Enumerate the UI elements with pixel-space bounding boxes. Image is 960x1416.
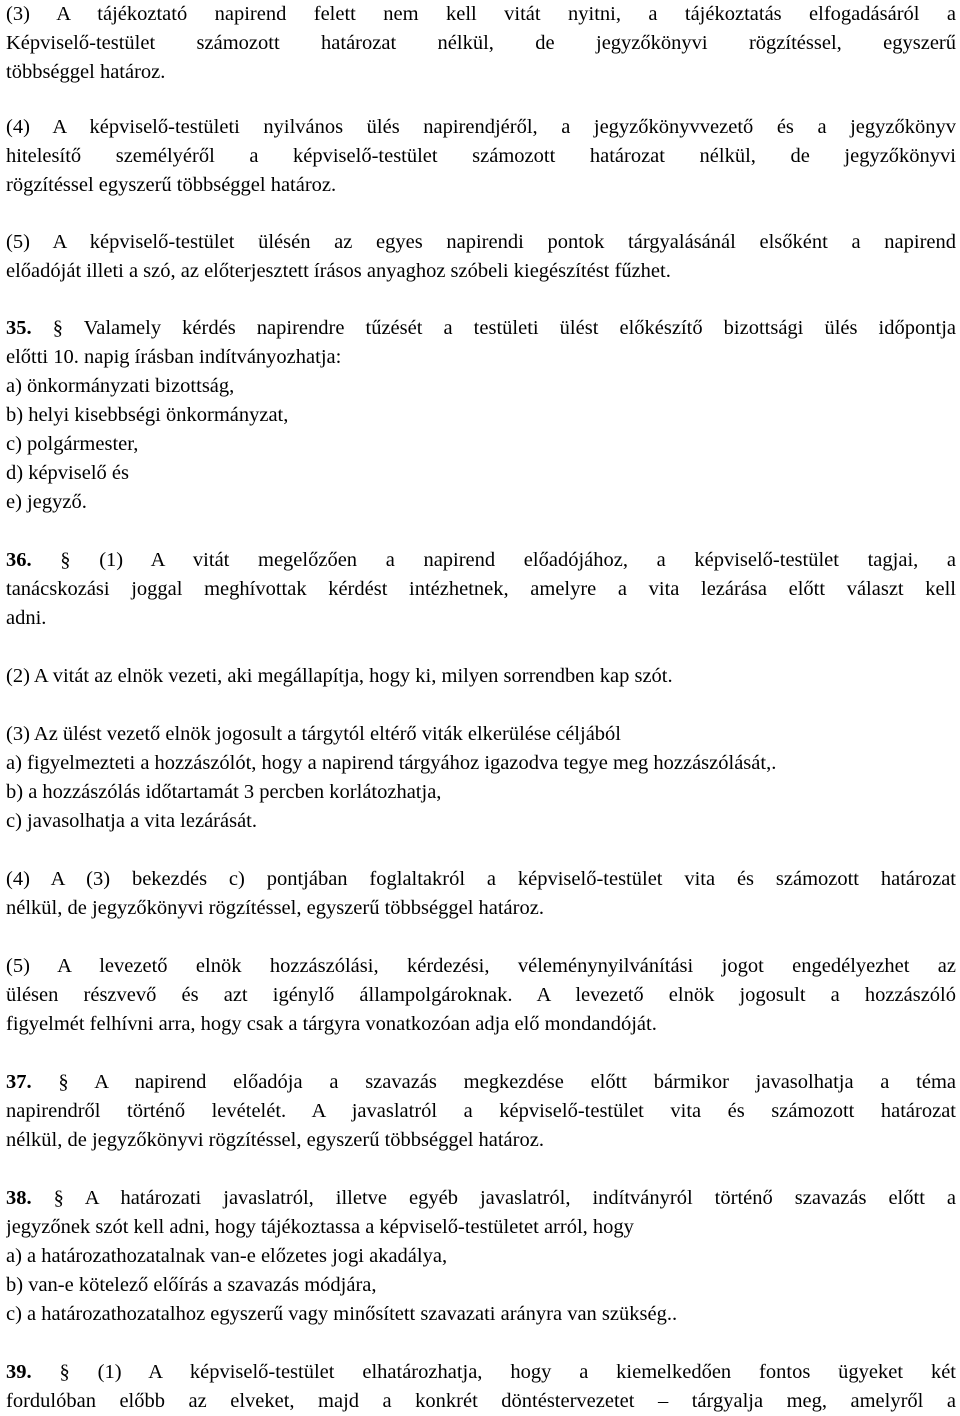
line-text: előtti 10. napig írásban indítványozhatja: [6,346,342,368]
text-line [6,343,956,372]
section-number: 38. [6,1187,32,1209]
paragraph [6,0,956,87]
text-line [6,952,956,981]
section-symbol: § [59,1361,70,1383]
paragraph [6,952,956,1039]
text-line [6,1126,956,1155]
text-line [6,257,956,286]
text-line [6,314,956,343]
paragraph [6,1068,956,1155]
text-line [6,459,956,488]
line-text: A határozati javaslatról, illetve egyéb javaslatról, indítványról történő szavazás előtt a [84,1187,956,1209]
section-number: 35. [6,317,32,339]
text-line [6,720,956,749]
section-number: 37. [6,1071,32,1093]
text-line [6,981,956,1010]
text-line [6,1300,956,1329]
text-line [6,171,956,200]
line-text: b) helyi kisebbségi önkormányzat, [6,404,289,426]
line-text: a) a határozathozatalnak van-e előzetes jogi akadálya, [6,1245,448,1267]
text-line [6,1010,956,1039]
text-line [6,865,956,894]
line-text: d) képviselő és [6,462,129,484]
text-line [6,1213,956,1242]
line-text: figyelmét felhívni arra, hogy csak a tárgyra vonatkozóan adja elő mondandóját. [6,1013,657,1035]
text-line [6,228,956,257]
text-line [6,662,956,691]
text-line [6,749,956,778]
line-text: napirendről történő levételét. A javaslatról a képviselő-testület vita és számozott határozat [6,1100,956,1122]
text-line [6,430,956,459]
line-text: ülésen részvevő és azt igénylő állampolgároknak. A levezető elnök jogosult a hozzászóló [6,984,956,1006]
paragraph [6,546,956,633]
line-text: nélkül, de jegyzőkönyvi rögzítéssel, egyszerű többséggel határoz. [6,897,544,919]
line-text: c) polgármester, [6,433,139,455]
text-line [6,142,956,171]
text-line [6,113,956,142]
paragraph [6,662,956,691]
line-text: a) önkormányzati bizottság, [6,375,235,397]
section-symbol: § [60,549,71,571]
line-text: (3) A tájékoztató napirend felett nem kell vitát nyitni, a tájékoztatás elfogadásáról a [6,3,956,25]
line-text: (5) A képviselő-testület ülésén az egyes napirendi pontok tárgyalásánál elsőként a napirend [6,231,956,253]
text-line [6,1068,956,1097]
line-text: fordulóban előbb az elveket, majd a konkrét döntéstervezetet – tárgyalja meg, amelyről a [6,1390,956,1412]
text-line [6,372,956,401]
line-text: (3) Az ülést vezető elnök jogosult a tárgytól eltérő viták elkerülése céljából [6,723,621,745]
line-text: Képviselő-testület számozott határozat nélkül, de jegyzőkönyvi rögzítéssel, egyszerű [6,32,956,54]
line-text: (4) A képviselő-testületi nyilvános ülés napirendjéről, a jegyzőkönyvvezető és a jegyzőkönyv [6,116,956,138]
text-line [6,1242,956,1271]
line-text: rögzítéssel egyszerű többséggel határoz. [6,174,337,196]
text-line [6,575,956,604]
text-line [6,894,956,923]
section-number: 39. [6,1361,32,1383]
paragraph [6,865,956,923]
line-text: c) javasolhatja a vita lezárását. [6,810,257,832]
text-line [6,807,956,836]
text-line [6,488,956,517]
line-text: tanácskozási joggal meghívottak kérdést intézhetnek, amelyre a vita lezárása előtt választ kell [6,578,956,600]
text-line [6,546,956,575]
section-number: 36. [6,549,32,571]
paragraph [6,314,956,517]
paragraph [6,720,956,836]
text-line [6,1358,956,1387]
text-line [6,0,956,29]
text-line [6,401,956,430]
text-line [6,1184,956,1213]
line-text: b) a hozzászólás időtartamát 3 percben korlátozhatja, [6,781,442,803]
text-line [6,604,956,633]
line-text: nélkül, de jegyzőkönyvi rögzítéssel, egyszerű többséggel határoz. [6,1129,544,1151]
line-text: hitelesítő személyéről a képviselő-testület számozott határozat nélkül, de jegyzőkönyvi [6,145,956,167]
text-line [6,1387,956,1416]
line-text: előadóját illeti a szó, az előterjesztett írásos anyaghoz szóbeli kiegészítést fűzhet. [6,260,671,282]
line-text: e) jegyző. [6,491,87,513]
text-line [6,1097,956,1126]
paragraph [6,113,956,200]
line-text: (1) A vitát megelőzően a napirend előadójához, a képviselő-testület tagjai, a [99,549,956,571]
text-line [6,1271,956,1300]
text-line [6,58,956,87]
paragraph [6,228,956,286]
line-text: jegyzőnek szót kell adni, hogy tájékoztassa a képviselő-testületet arról, hogy [6,1216,634,1238]
line-text: (1) A képviselő-testület elhatározhatja, hogy a kiemelkedően fontos ügyeket két [97,1361,956,1383]
text-line [6,778,956,807]
section-symbol: § [53,1187,64,1209]
line-text: adni. [6,607,47,629]
paragraph [6,1184,956,1329]
text-line [6,29,956,58]
line-text: (4) A (3) bekezdés c) pontjában foglaltakról a képviselő-testület vita és számozott határozat [6,868,956,890]
line-text: (2) A vitát az elnök vezeti, aki megállapítja, hogy ki, milyen sorrendben kap szót. [6,665,673,687]
paragraph [6,1358,956,1416]
line-text: (5) A levezető elnök hozzászólási, kérdezési, véleménynyilvánítási jogot engedélyezhet az [6,955,956,977]
line-text: a) figyelmezteti a hozzászólót, hogy a napirend tárgyához igazodva tegye meg hozzászólását,. [6,752,777,774]
line-text: Valamely kérdés napirendre tűzését a testületi ülést előkészítő bizottsági ülés időpontja [83,317,956,339]
line-text: b) van-e kötelező előírás a szavazás módjára, [6,1274,377,1296]
line-text: többséggel határoz. [6,61,166,83]
section-symbol: § [58,1071,69,1093]
line-text: A napirend előadója a szavazás megkezdése előtt bármikor javasolhatja a téma [94,1071,956,1093]
section-symbol: § [52,317,63,339]
line-text: c) a határozathozatalhoz egyszerű vagy minősített szavazati arányra van szükség.. [6,1303,678,1325]
